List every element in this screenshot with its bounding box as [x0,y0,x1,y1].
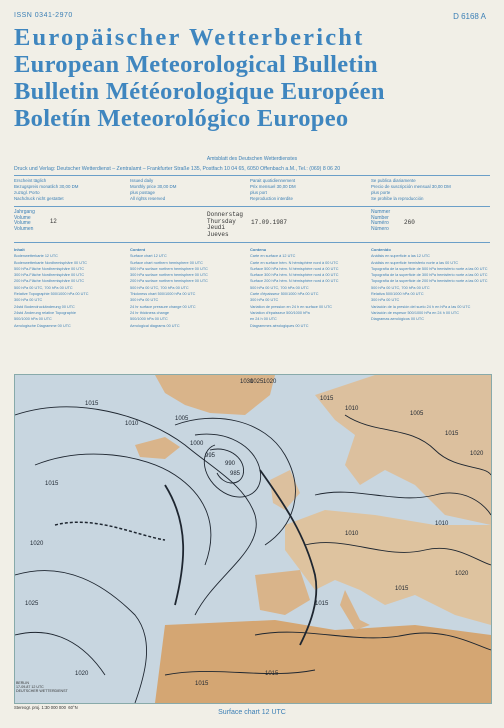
map-stamp-line: 17-09-87 12 UTC [16,685,44,690]
volume-label: Volume [14,220,31,227]
contents-item: Surface chart 12 UTC [130,254,167,259]
contents-item: Aerologische Diagramme 00 UTC [14,323,71,328]
projection-text: Stereogr. proj. 1:30 000 000 [14,705,66,710]
pressure-label: 1015 [315,601,329,607]
contents-item: Diagrammes aérologiques 00 UTC [250,323,309,328]
contents-item: 300 hPa surface northern hemisphere 00 UTC [130,273,208,278]
volume-label: Jahrgang [14,209,35,215]
pressure-label: 985 [230,471,241,477]
contents-item: Surface 300 hPa hém. N hémisphère nord à 00 UTC [250,273,339,278]
price-line: plus porte [371,190,391,195]
contents-item: Aerological diagrams 00 UTC [130,323,180,328]
price-line: Issued daily [130,178,154,183]
price-block-es [371,178,451,202]
pressure-label: 1015 [45,481,59,487]
pressure-label: 1025 [250,379,264,385]
contents-item: 300 hPa 00 UTC [14,298,43,303]
price-line: Prix mensuel 30,00 DM [250,184,296,189]
contents-item: Relative Topographie 500/1000 hPa 00 UTC [14,292,89,297]
weekday: Donnerstag [207,211,244,218]
contents-heading: Inhalt [14,247,25,252]
contents-item: Bodenwetterkarte 12 UTC [14,254,58,259]
price-block-de [14,178,78,202]
title-german: Europäischer Wetterbericht [14,24,365,51]
official-gazette-line: Amtsblatt des Deutschen Wetterdienstes [206,156,298,162]
divider [14,242,490,243]
contents-item: 24std Änderung relative Topographie [14,310,76,315]
pressure-label: 1015 [85,401,99,407]
price-line: Se publica diariamente [371,178,416,183]
contents-item: Relativa 500/1000 hPa 00 UTC [371,292,424,297]
contents-item: 24 hr surface pressure change 00 UTC [130,304,196,309]
contents-item: 24 hr thickness change [130,310,170,315]
volume-number: 12 [50,219,57,225]
price-line: Reproduction interdite [250,196,293,201]
contents-item: Carte d'épaisseur 500/1000 hPa 00 UTC [250,292,319,297]
price-line: All rights reserved [130,196,166,201]
contents-item: 500 hPa 00 UTC, 700 hPa 00 UTC [250,285,309,290]
contents-item: Variation de pression en 24 h en surface 00 UTC [250,304,333,309]
pressure-label: 1020 [263,379,277,385]
map-stamp [16,681,68,694]
divider [14,206,490,207]
issue-date: 17.09.1987 [251,219,288,226]
title-spanish: Boletín Meteorológico Europeo [14,105,349,132]
contents-es [371,247,488,323]
contents-item: 300 hPa 00 UTC [371,298,400,303]
pressure-label: 1015 [265,671,279,677]
weekday: Thursday [207,217,236,225]
price-line: Monthly price 30,00 DM [130,184,177,189]
contents-fr [250,247,338,329]
publisher-line: Druck und Verlag: Deutscher Wetterdienst – Zentralamt – Frankfurter Straße 135, Postfach 10 04 65, 6050 Offenbach a.M., Tel.: (069) 8 06 20 [14,166,341,172]
pressure-label: 1020 [455,571,469,577]
pressure-label: 1020 [30,541,44,547]
projection-scale: 60°N [68,705,78,710]
contents-item: Análisis en superficie a las 12 UTC [371,254,430,259]
contents-heading: Content [130,247,146,252]
contents-item: Variación de espesor 500/1000 hPa en 24 h 00 UTC [371,310,459,315]
contents-item: 500 hPa surface northern hemisphere 00 UTC [130,266,208,271]
pressure-label: 1015 [195,681,209,687]
issn-number: ISSN 0341-2970 [14,12,73,19]
map-stamp-line: DEUTSCHER WETTERDIENST [16,689,68,694]
price-line: plus postage [130,190,155,195]
contents-de [14,247,88,329]
pressure-label: 1025 [25,601,39,607]
document-id: D 6168 A [453,12,486,21]
price-line: Erscheint täglich [14,178,47,183]
number-label: Nummer [371,209,391,215]
contents-item: Thickness chart 500/1000 hPa 00 UTC [130,292,196,297]
volume-labels [14,210,35,232]
pressure-label: 1015 [445,431,459,437]
contents-heading: Contenu [250,247,267,252]
contents-item: 500 hPa 00 UTC, 700 hPa 00 UTC [130,285,189,290]
number-label: Número [371,225,389,232]
price-block-fr [250,178,296,202]
price-block-en [130,178,176,202]
pressure-label: 1010 [345,531,359,537]
price-line: Se prohibe la reproducción [371,196,424,201]
contents-item: 500 hPa-Fläche Nordhemisphäre 00 UTC [14,266,85,271]
pressure-label: 990 [225,461,236,467]
pressure-label: 1010 [435,521,449,527]
map-caption: Surface chart 12 UTC [218,709,286,716]
divider [14,175,490,176]
pressure-label: 1030 [240,379,254,385]
pressure-label: 995 [205,453,216,459]
contents-en [130,247,208,329]
pressure-label: 1015 [395,586,409,592]
contents-item: 24std Bodendruckänderung 00 UTC [14,304,75,309]
contents-item: Variación de la presión del suelo 24 h en hPa a las 00 UTC [371,304,471,309]
contents-item: Carte en surface à 12 UTC [250,254,296,259]
contents-heading: Contenido [371,247,391,252]
contents-item: Variation d'épaisseur 500/1000 hPa [250,310,310,315]
weekday-labels [207,212,243,238]
pressure-label: 1010 [125,421,139,427]
contents-item: en 24 h 00 UTC [250,317,277,322]
contents-item: 200 hPa-Fläche Nordhemisphäre 00 UTC [14,279,85,284]
contents-item: Topografía de la superficie de 200 hPa hemisferio norte a las 00 UTC [371,279,488,284]
pressure-label: 1015 [320,396,334,402]
contents-item: 500/1000 hPa 00 UTC [130,317,168,322]
contents-item: 500 hPa 00 UTC, 700 hPa 00 UTC [14,285,73,290]
contents-item: 200 hPa surface northern hemisphere 00 UTC [130,279,208,284]
pressure-label: 1000 [190,441,204,447]
price-line: Bezugspreis monatlich 30,00 DM [14,184,79,189]
map-stamp-line: BERLIN [16,681,29,685]
pressure-label: 1005 [175,416,189,422]
contents-item: Carte en surface hém. N hémisphère nord à 00 UTC [250,260,339,265]
contents-item: Análisis en superficie hemisferio norte a las 00 UTC [371,260,459,265]
volume-label: Volumen [14,225,34,232]
pressure-label: 1005 [410,411,424,417]
contents-item: 300 hPa 00 UTC [250,298,279,303]
price-line: zuzügl. Porto [14,190,40,195]
number-labels [371,210,390,232]
surface-weather-map [14,374,492,704]
price-line: Precio de suscripción mensual 30,00 DM [371,184,451,189]
title-english: European Meteorological Bulletin [14,51,378,78]
contents-item: 300 hPa-Fläche Nordhemisphäre 00 UTC [14,273,85,278]
contents-item: 500 hPa 00 UTC, 700 hPa 00 UTC [371,285,430,290]
contents-item: Bodenwetterkarte Nordhemisphäre 00 UTC [14,260,88,265]
pressure-label: 1020 [470,451,484,457]
volume-label: Volume [14,214,31,221]
title-french: Bulletin Météorologique Européen [14,78,385,105]
number-label: Number [371,214,389,221]
weekday: Jeudi [207,224,226,232]
weekday: Jueves [207,230,229,238]
africa-land [155,620,491,703]
masthead-titles [14,24,494,132]
pressure-label: 1010 [345,406,359,412]
issue-number: 260 [404,219,415,226]
contents-item: Diagramas aerológicos 00 UTC [371,317,424,322]
contents-item: Surface chart northern hemisphere 00 UTC [130,260,203,265]
price-line: Parait quotidiennement [250,178,296,183]
contents-item: 300 hPa 00 UTC [130,298,159,303]
price-line: Nachdruck nicht gestattet [14,196,64,201]
contents-item: Topografía de la superficie de 300 hPa hemisferio norte a las 00 UTC [371,273,488,278]
contents-item: Surface 500 hPa hém. N hémisphère nord à 00 UTC [250,266,339,271]
contents-item: Topografía de la superficie de 500 hPa hemisferio norte a las 00 UTC [371,266,488,271]
price-line: plus port [250,190,267,195]
map-graphic [15,375,491,703]
contents-item: 500/1000 hPa 00 UTC [14,317,52,322]
contents-item: Surface 200 hPa hém. N hémisphère nord à 00 UTC [250,279,339,284]
number-label: Numéro [371,220,389,227]
pressure-label: 1020 [75,671,89,677]
